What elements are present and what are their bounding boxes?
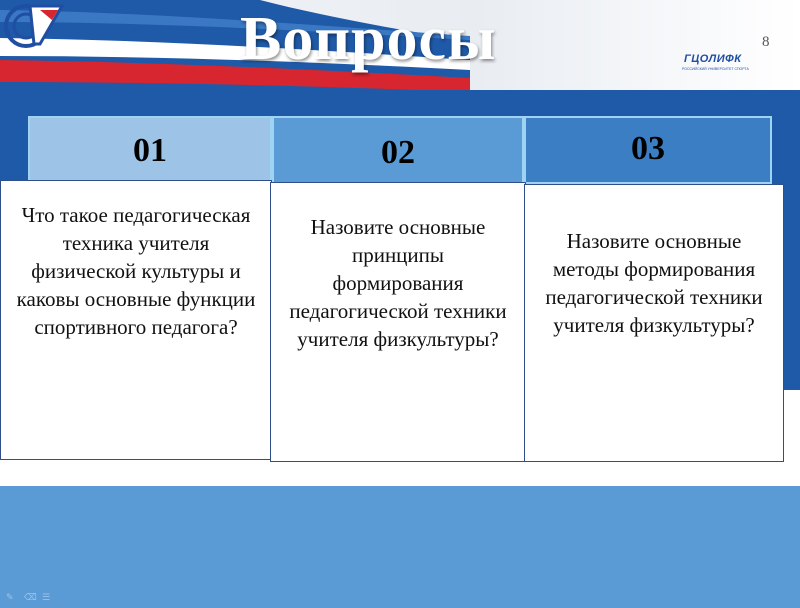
column-number-label: 02 — [381, 134, 415, 171]
column-number-label: 03 — [631, 130, 665, 167]
logo-text: ГЦОЛИФК — [684, 53, 742, 65]
question-text: Назовите основные методы формирования педагогической техники учителя физкультуры? — [545, 229, 763, 337]
pen-icon[interactable]: ✎ — [6, 593, 14, 603]
page-title: Вопросы — [240, 5, 497, 73]
column-number-03 — [524, 116, 772, 184]
column-number-label: 01 — [133, 132, 167, 169]
page-number: 8 — [762, 34, 770, 50]
question-box-02 — [270, 182, 526, 462]
menu-icon[interactable]: ☰ — [42, 593, 51, 603]
footer-band — [0, 486, 800, 608]
question-text: Что такое педагогическая техника учителя физической культуры и каковы основные функции спортивного педагога? — [16, 203, 256, 339]
slide-header — [0, 0, 800, 100]
question-box-01 — [0, 180, 272, 460]
logo-subtitle: РОССИЙСКИЙ УНИВЕРСИТЕТ СПОРТА — [682, 67, 749, 71]
column-number-02 — [272, 116, 524, 184]
eraser-icon[interactable]: ⌫ — [24, 593, 37, 603]
column-number-01 — [28, 116, 272, 184]
question-text: Назовите основные принципы формирования педагогической техники учителя физкультуры? — [289, 215, 507, 351]
logo-icon — [0, 0, 70, 66]
slide-controls — [6, 594, 52, 602]
question-box-03 — [524, 184, 784, 462]
